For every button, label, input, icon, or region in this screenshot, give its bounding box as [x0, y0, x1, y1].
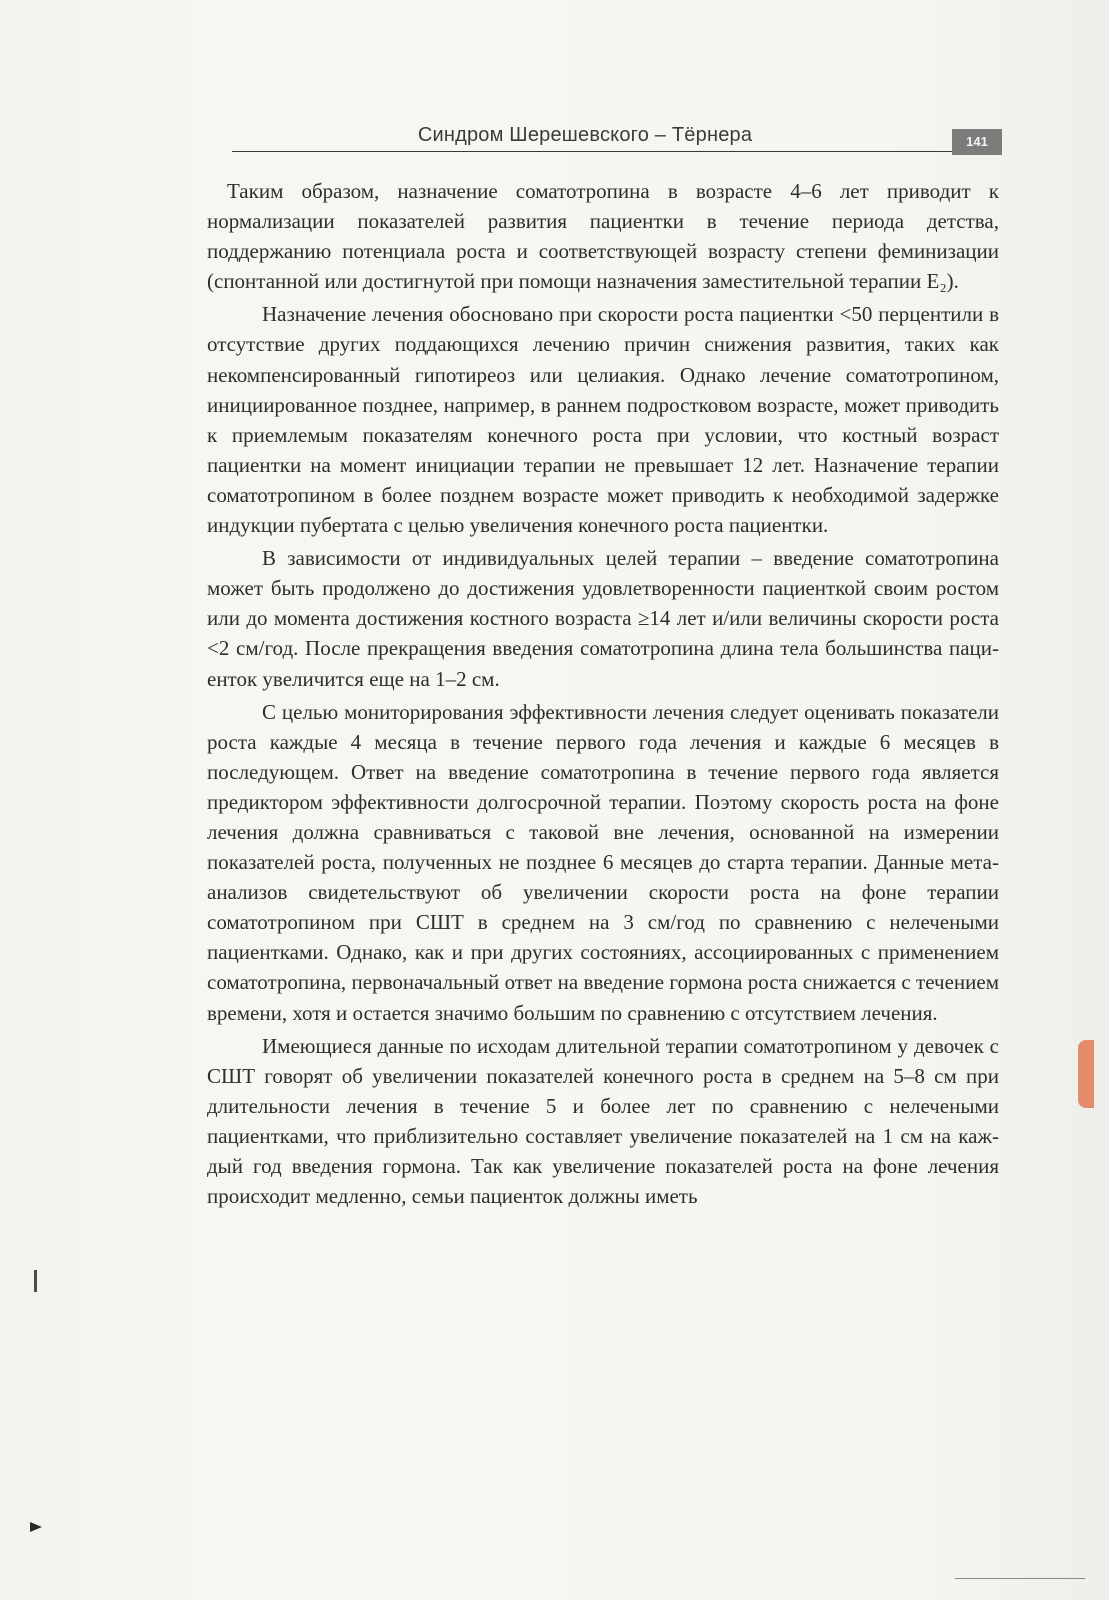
running-header — [232, 118, 1001, 158]
page-number-badge: 141 — [952, 129, 1002, 155]
scan-mark-corner — [30, 1522, 42, 1532]
paragraph-3: В зависимости от индивидуальных целей терапии – введение соматотропина может быть продолжено до достижения удовлетворенности пациенткой своим ростом или до момента достижения костного возраста ≥14 лет и/или величины скорости роста <2 см/год. После прекращения введения соматотропина длина тела большинства пациенток увеличится еще на 1–2 см. — [207, 546, 999, 691]
paragraph-5: Имеющиеся данные по исходам длительной терапии соматотропином у девочек с СШТ говорят об увеличении показателей конечного роста в среднем на 5–8 см при длительности лечения в течение 5 и более лет по сравнению с нелечеными пациентками, что приблизительно составляет увеличение показателей на 1 см на каждый год введения гормона. Так как увеличение показателей роста на фоне лечения происходит медленно, семьи пациенток должны иметь — [207, 1033, 999, 1209]
paragraph-2: Назначение лечения обосновано при скорости роста пациентки <50 перцентили в отсутствие других поддающихся лечению причин снижения развития, таких как некомпенсированный гипотиреоз или целиакия. Однако лечение соматотропином, инициированное позднее, например, в раннем подростковом возрасте, может приводить к приемлемым показателям конечного роста при условии, что костный возраст пациентки на момент инициации терапии не превышает 12 лет. Назначение терапии соматотропином в более позднем возрасте может приводить к необходимой задержке индукции пубертата с целью увеличения конечного роста пациентки. — [207, 302, 999, 538]
paragraph-4: С целью мониторирования эффективности лечения следует оценивать показатели роста каждые 4 месяца в течение первого года лечения и каждые 6 месяцев в последующем. Ответ на введение соматотропина в течение первого года является предиктором эффективности долгосрочной терапии. Поэтому скорость роста на фоне лечения должна сравниваться с таковой вне лечения, основанной на измерении показателей роста, полученных не позднее 6 месяцев до старта терапии. Данные мета-анализов свидетельствуют об увеличении скорости роста на фоне терапии соматотропином при СШТ в среднем на 3 см/год по сравнению с нелечеными пациентками. Однако, как и при других состояниях, ассоциированных с применением соматотропина, первоначальный ответ на введение гормона роста снижается с течением времени, хотя и остается значимо большим по сравнению с отсутствием лечения. — [207, 699, 999, 1025]
running-title: Синдром Шерешевского – Тёрнера — [417, 124, 753, 146]
header-rule — [232, 151, 957, 152]
scan-bottom-line — [955, 1578, 1085, 1579]
body-text — [207, 176, 999, 1211]
scan-mark-left — [34, 1270, 37, 1292]
paragraph-1: Таким образом, назначение соматотропина в возрасте 4–6 лет приводит к нормализации показателей развития пациентки в течение периода детства, поддержанию потенциала роста и соответствующей возрасту степени феминизации (спонтанной или достигнутой при помощи назначения заместительной терапии E₂). — [207, 179, 999, 294]
scan-edge-artifact — [1078, 1040, 1094, 1108]
